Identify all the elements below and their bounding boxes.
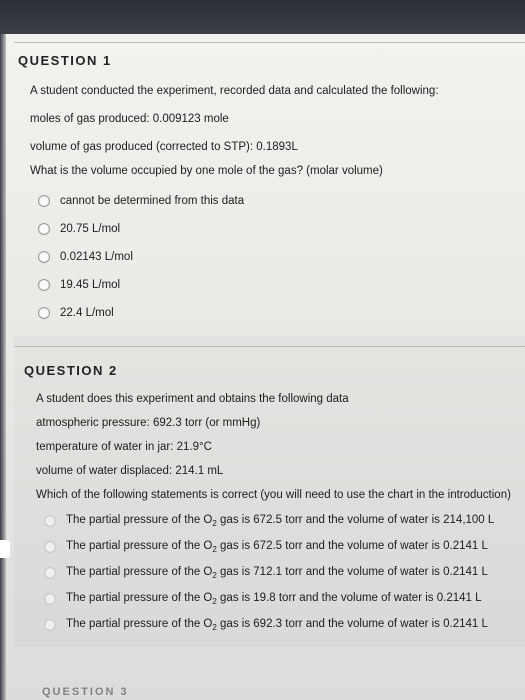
radio-icon[interactable] — [44, 515, 56, 527]
q1-option-3[interactable] — [38, 249, 133, 265]
question-2-temperature: temperature of water in jar: 21.9°C — [36, 441, 212, 453]
q2-option-4-label: The partial pressure of the $O_2$ gas is 19.8 torr and the volume of water is 0.2141 L — [66, 592, 482, 606]
q1-option-5[interactable] — [38, 305, 114, 321]
side-tab — [0, 540, 10, 558]
radio-icon[interactable] — [38, 195, 50, 207]
radio-icon[interactable] — [38, 279, 50, 291]
question-2-pressure: atmospheric pressure: 692.3 torr (or mmHg) — [36, 417, 261, 429]
question-1-title: QUESTION 1 — [18, 53, 112, 68]
question-1-section — [14, 42, 525, 337]
left-shadow — [0, 34, 6, 700]
question-1-intro: A student conducted the experiment, recorded data and calculated the following: — [30, 85, 439, 97]
top-bezel — [0, 0, 525, 34]
radio-icon[interactable] — [38, 251, 50, 263]
q1-option-3-label: 0.02143 L/mol — [60, 251, 133, 263]
question-1-volume: volume of gas produced (corrected to STP): 0.1893L — [30, 141, 298, 153]
q1-option-5-label: 22.4 L/mol — [60, 307, 114, 319]
question-2-title: QUESTION 2 — [24, 363, 118, 378]
radio-icon[interactable] — [38, 223, 50, 235]
radio-icon[interactable] — [44, 567, 56, 579]
q2-option-1-label: The partial pressure of the $O_2$ gas is 672.5 torr and the volume of water is 214,100 L — [66, 514, 495, 528]
radio-icon[interactable] — [44, 619, 56, 631]
q2-option-5-label: The partial pressure of the $O_2$ gas is 692.3 torr and the volume of water is 0.2141 L — [66, 618, 488, 632]
radio-icon[interactable] — [44, 541, 56, 553]
q2-option-4[interactable] — [44, 591, 482, 607]
question-2-prompt: Which of the following statements is correct (you will need to use the chart in the introduction) — [36, 489, 511, 501]
q2-option-1[interactable] — [44, 513, 494, 529]
q1-option-1-label: cannot be determined from this data — [60, 195, 245, 207]
q2-option-2-label: The partial pressure of the $O_2$ gas is 672.5 torr and the volume of water is 0.2141 L — [66, 540, 488, 554]
q1-option-4-label: 19.45 L/mol — [60, 279, 121, 291]
question-divider — [14, 336, 525, 346]
q2-option-2[interactable] — [44, 539, 488, 555]
q1-option-2-label: 20.75 L/mol — [60, 223, 121, 235]
question-1-moles: moles of gas produced: 0.009123 mole — [30, 113, 229, 125]
question-3-title: QUESTION 3 — [42, 686, 129, 698]
q2-option-5[interactable] — [44, 617, 488, 633]
q2-option-3[interactable] — [44, 565, 488, 581]
question-2-section — [14, 346, 525, 647]
question-1-prompt: What is the volume occupied by one mole of the gas? (molar volume) — [30, 165, 383, 177]
q1-option-2[interactable] — [38, 221, 120, 237]
question-2-intro: A student does this experiment and obtains the following data — [36, 393, 349, 405]
radio-icon[interactable] — [44, 593, 56, 605]
radio-icon[interactable] — [38, 307, 50, 319]
question-2-volume: volume of water displaced: 214.1 mL — [36, 465, 224, 477]
q2-option-3-label: The partial pressure of the $O_2$ gas is 712.1 torr and the volume of water is 0.2141 L — [66, 566, 488, 580]
q1-option-4[interactable] — [38, 277, 120, 293]
q1-option-1[interactable] — [38, 193, 244, 209]
